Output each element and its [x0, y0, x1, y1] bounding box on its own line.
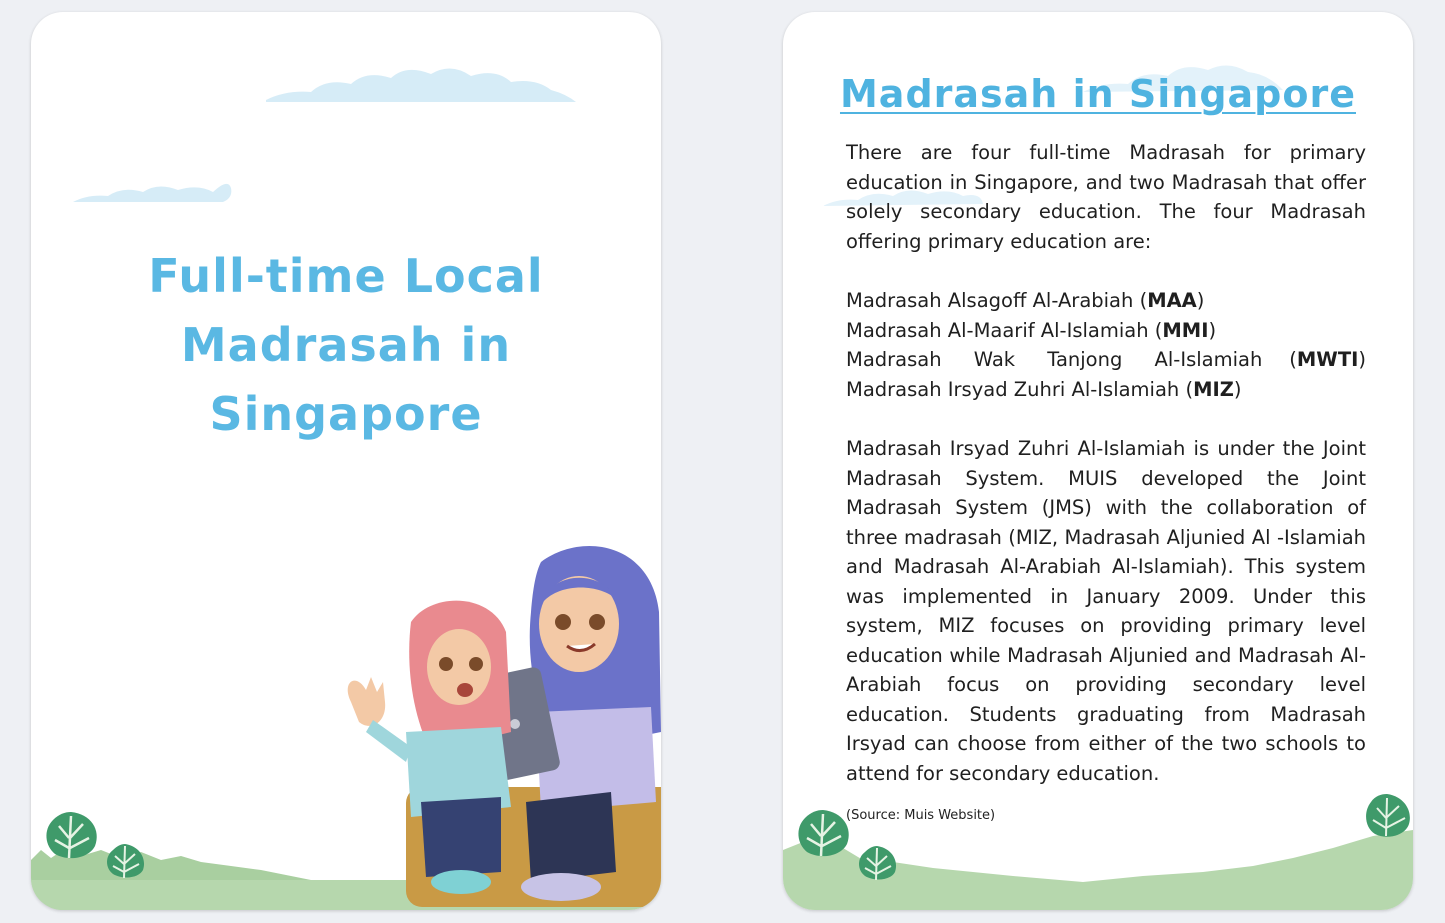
list-item: Madrasah Wak Tanjong Al-Islamiah (MWTI)	[846, 345, 1366, 375]
intro-paragraph: There are four full-time Madrasah for primary education in Singapore, and two Madrasah that offer solely secondary education. The four Madrasah offering primary education are:	[846, 141, 1366, 253]
madrasah-abbr: MAA	[1147, 289, 1197, 312]
cloud-icon	[266, 60, 576, 108]
madrasah-list	[846, 286, 1366, 404]
page-title: Madrasah in Singapore	[839, 72, 1356, 116]
madrasah-name: Madrasah Al-Maarif Al-Islamiah	[846, 318, 1149, 342]
monstera-leaf-icon	[791, 806, 855, 862]
list-item: Madrasah Alsagoff Al-Arabiah ( MAA )	[846, 286, 1366, 316]
list-item: Madrasah Irsyad Zuhri Al-Islamiah ( MIZ )	[846, 375, 1366, 405]
cover-title-line: Madrasah in	[180, 318, 512, 372]
monstera-leaf-icon	[1361, 792, 1413, 842]
cover-title-line: Full-time Local	[148, 249, 544, 303]
content-page	[783, 12, 1413, 910]
madrasah-name: Madrasah Wak Tanjong Al-Islamiah	[846, 348, 1263, 371]
madrasah-abbr: MIZ	[1193, 377, 1234, 401]
list-item: Madrasah Al-Maarif Al-Islamiah ( MMI )	[846, 316, 1366, 346]
madrasah-name: Madrasah Irsyad Zuhri Al-Islamiah	[846, 377, 1180, 401]
madrasah-abbr: MMI	[1162, 318, 1209, 342]
cover-title	[91, 242, 601, 449]
monstera-leaf-icon	[39, 808, 103, 864]
madrasah-name: Madrasah Alsagoff Al-Arabiah	[846, 289, 1134, 312]
source-note: (Source: Muis Website)	[846, 808, 996, 823]
madrasah-abbr: MWTI	[1296, 348, 1359, 371]
cloud-icon	[73, 174, 233, 206]
cover-page	[31, 12, 661, 910]
girls-with-tablet-illustration	[311, 532, 661, 910]
monstera-leaf-icon	[855, 844, 899, 884]
jms-paragraph: Madrasah Irsyad Zuhri Al-Islamiah is under the Joint Madrasah System. MUIS developed the Joint Madrasah System (JMS) with the collaboration of three madrasah (MIZ, Madrasah Aljunied Al -Islamiah and Madrasah Al-Arabiah Al-Islamiah). This system was implemented in January 2009. Under this system, MIZ focuses on providing primary level education while Madrasah Aljunied and Madrasah Al-Arabiah focus on providing secondary level education. Students graduating from Madrasah Irsyad can choose from either of the two schools to attend for secondary education.	[846, 437, 1366, 785]
cover-title-line: Singapore	[209, 387, 483, 441]
monstera-leaf-icon	[103, 842, 147, 882]
